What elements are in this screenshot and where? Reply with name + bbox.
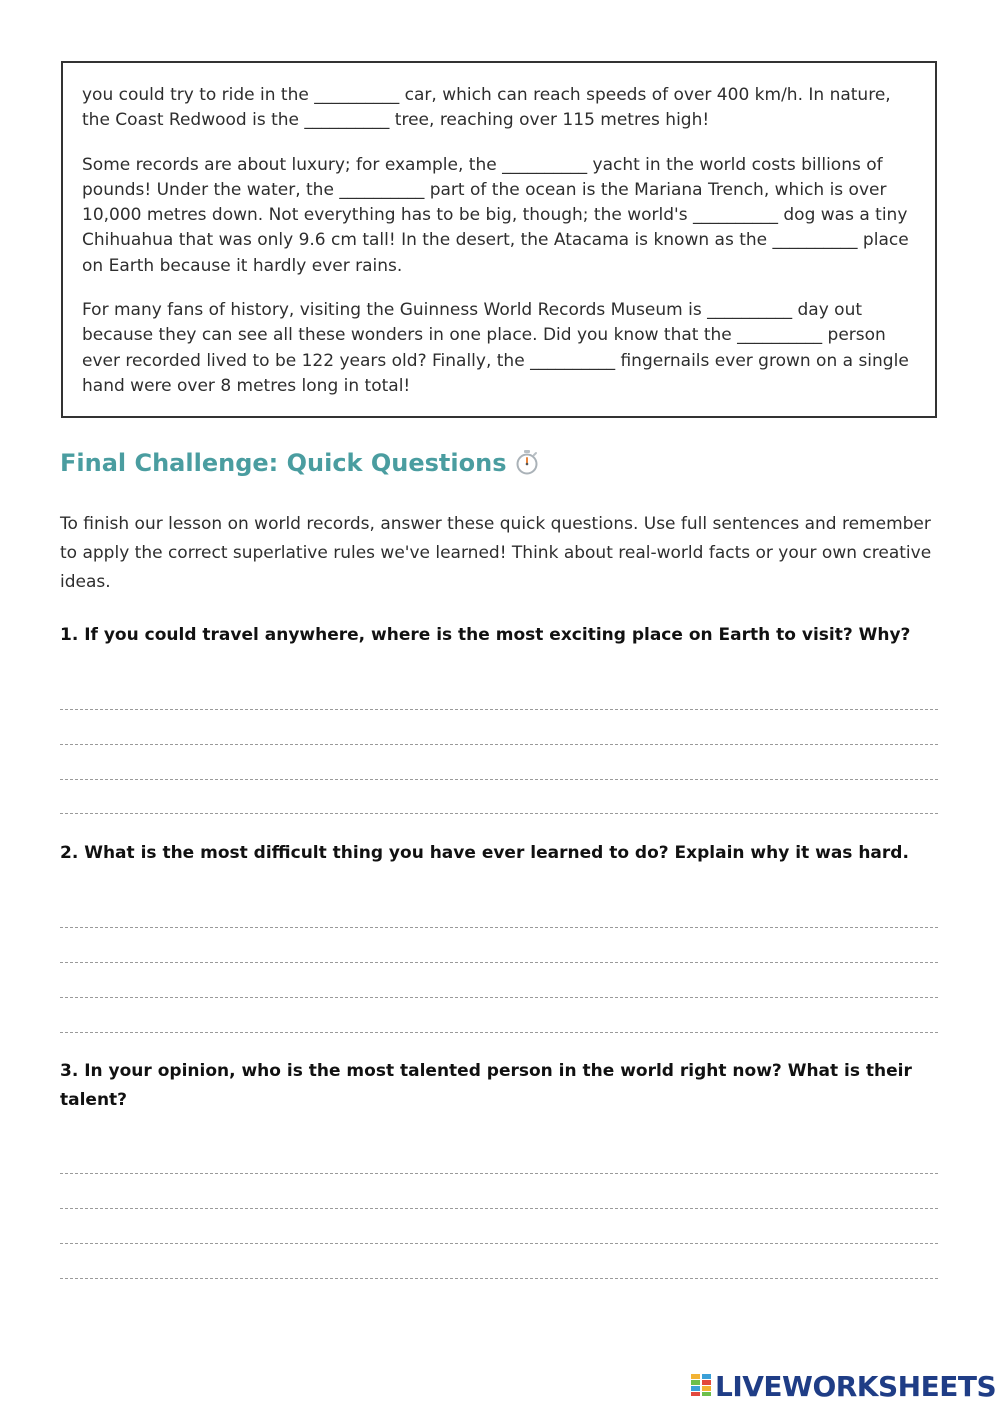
reading-paragraph: Some records are about luxury; for example, the __________ yacht in the world costs billions of pounds! Under the water, the __________ part of the ocean is the Mariana Trench, which is over 10,000 metres down. Not everything has to be big, though; the world's __________ dog was a tiny Chihuahua that was only 9.6 cm tall! In the desert, the Atacama is known as the __________ place on Earth because it hardly ever rains. — [82, 154, 909, 276]
answer-line[interactable] — [60, 1208, 938, 1209]
reading-passage-box — [61, 61, 937, 418]
answer-line[interactable] — [60, 744, 938, 745]
answer-line[interactable] — [60, 779, 938, 780]
liveworksheets-logo-icon — [690, 1373, 712, 1401]
answer-line[interactable] — [60, 927, 938, 928]
answer-line[interactable] — [60, 813, 938, 814]
question-1: 1. If you could travel anywhere, where is the most exciting place on Earth to visit? Why? — [60, 625, 911, 645]
reading-paragraph: you could try to ride in the __________ car, which can reach speeds of over 400 km/h. In nature, the Coast Redwood is the __________ tree, reaching over 115 metres high! — [82, 85, 891, 131]
intro-text: To finish our lesson on world records, answer these quick questions. Use full sentences and remember to apply the correct superlative rules we've learned! Think about real-world facts or your own creative ideas. — [60, 514, 932, 592]
reading-paragraph: For many fans of history, visiting the Guinness World Records Museum is __________ day out because they can see all these wonders in one place. Did you know that the __________ person ever recorded lived to be 122 years old? Finally, the __________ fingernails ever grown on a single hand were over 8 metres long in total! — [82, 300, 909, 396]
answer-line[interactable] — [60, 1243, 938, 1244]
answer-line[interactable] — [60, 1278, 938, 1279]
question-3: 3. In your opinion, who is the most talented person in the world right now? What is their talent? — [60, 1061, 912, 1110]
answer-line[interactable] — [60, 962, 938, 963]
section-heading-text: Final Challenge: Quick Questions — [60, 449, 507, 477]
stopwatch-icon — [514, 449, 540, 481]
liveworksheets-logo — [690, 1372, 996, 1402]
logo-text: LIVEWORKSHEETS — [715, 1370, 997, 1403]
section-heading — [60, 449, 540, 481]
answer-line[interactable] — [60, 709, 938, 710]
answer-line[interactable] — [60, 1173, 938, 1174]
answer-line[interactable] — [60, 1032, 938, 1033]
answer-line[interactable] — [60, 997, 938, 998]
question-2: 2. What is the most difficult thing you have ever learned to do? Explain why it was hard. — [60, 843, 909, 863]
